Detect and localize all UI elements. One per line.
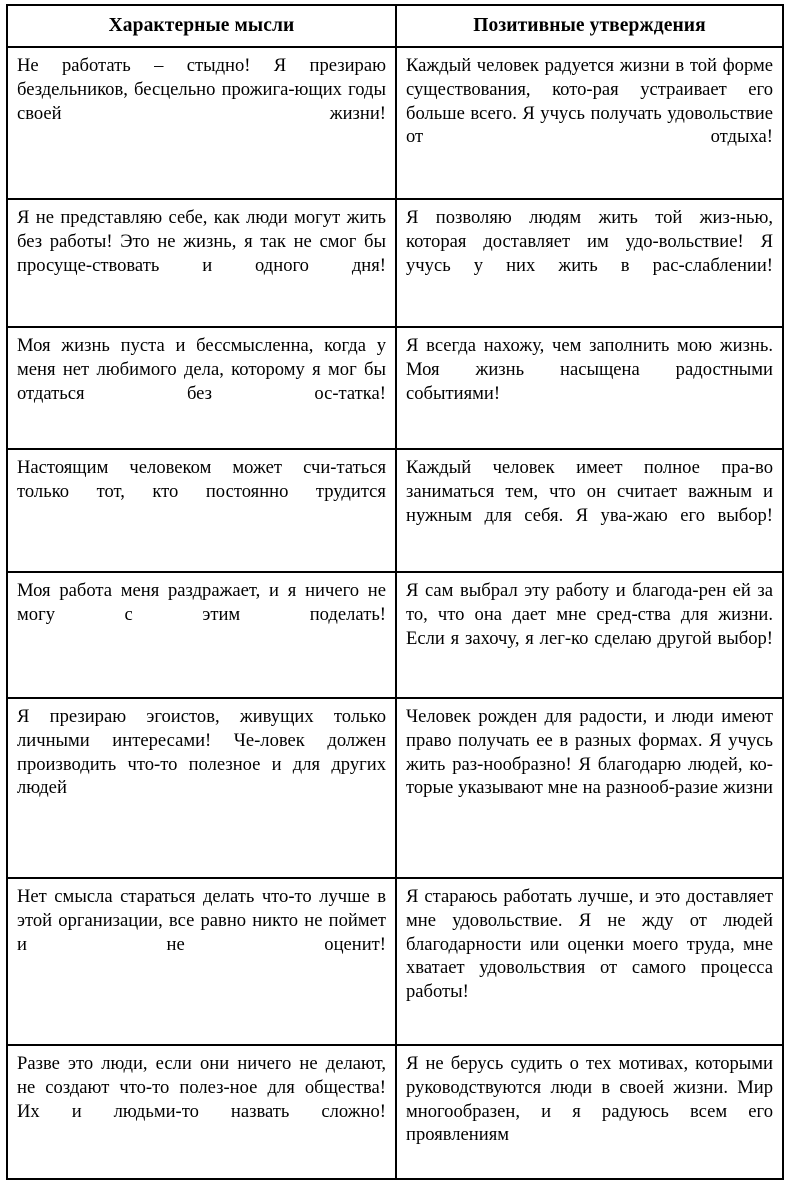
cell-affirmation	[396, 199, 783, 327]
cell-affirmation	[396, 47, 783, 199]
table-row	[7, 327, 783, 449]
cell-thought	[7, 327, 396, 449]
thought-text: Моя жизнь пуста и бессмысленна, когда у меня нет любимого дела, которому я мог бы отдаться без ос-татка!	[17, 335, 386, 404]
table-row	[7, 698, 783, 878]
table-row	[7, 878, 783, 1045]
table-row	[7, 449, 783, 572]
cell-affirmation	[396, 698, 783, 878]
table-row	[7, 1045, 783, 1179]
table-row	[7, 47, 783, 199]
cell-thought	[7, 199, 396, 327]
table-body	[7, 47, 783, 1179]
thought-text: Не работать – стыдно! Я презираю бездельников, бесцельно прожига-ющих годы своей жизни!	[17, 55, 386, 124]
affirmation-text: Я сам выбрал эту работу и благода-рен ей за то, что она дает мне сред-ства для жизни. Если я захочу, я лег-ко сделаю другой выбор!	[406, 580, 773, 649]
column-header-affirmations: Позитивные утверждения	[396, 5, 783, 47]
cell-thought	[7, 1045, 396, 1179]
cell-affirmation	[396, 1045, 783, 1179]
thought-text: Настоящим человеком может счи-таться только тот, кто постоянно трудится	[17, 457, 386, 503]
column-header-thoughts: Характерные мысли	[7, 5, 396, 47]
affirmation-table	[6, 4, 784, 1180]
cell-thought	[7, 572, 396, 698]
cell-thought	[7, 698, 396, 878]
table-header	[7, 5, 783, 47]
thought-text: Нет смысла стараться делать что-то лучше в этой организации, все равно никто не поймет и не оценит!	[17, 886, 386, 955]
affirmation-text: Каждый человек имеет полное пра-во заниматься тем, что он считает важным и нужным для себя. Я ува-жаю его выбор!	[406, 457, 773, 526]
affirmation-text: Я всегда нахожу, чем заполнить мою жизнь. Моя жизнь насыщена радостными событиями!	[406, 335, 773, 404]
affirmation-text: Человек рожден для радости, и люди имеют право получать ее в разных формах. Я учусь жить раз-нообразно! Я благодарю людей, ко-торые указывают мне на разнооб-разие жизни	[406, 706, 773, 799]
affirmation-text: Каждый человек радуется жизни в той форме существования, кото-рая устраивает его больше всего. Я учусь получать удовольствие от отдыха!	[406, 55, 773, 148]
affirmation-text: Я не берусь судить о тех мотивах, которыми руководствуются люди в своей жизни. Мир многообразен, и я радуюсь всем его проявлениям	[406, 1053, 773, 1146]
cell-thought	[7, 878, 396, 1045]
thought-text: Я не представляю себе, как люди могут жить без работы! Это не жизнь, я так не смог бы просуще-ствовать и одного дня!	[17, 207, 386, 276]
table-row	[7, 572, 783, 698]
affirmation-text: Я позволяю людям жить той жиз-нью, которая доставляет им удо-вольствие! Я учусь у них жить в рас-слаблении!	[406, 207, 773, 276]
thought-text: Разве это люди, если они ничего не делают, не создают что-то полез-ное для общества! Их и людьми-то назвать сложно!	[17, 1053, 386, 1122]
table-row	[7, 199, 783, 327]
cell-affirmation	[396, 327, 783, 449]
thought-text: Моя работа меня раздражает, и я ничего не могу с этим поделать!	[17, 580, 386, 626]
cell-thought	[7, 449, 396, 572]
table-header-row	[7, 5, 783, 47]
cell-affirmation	[396, 449, 783, 572]
cell-affirmation	[396, 572, 783, 698]
affirmation-text: Я стараюсь работать лучше, и это доставляет мне удовольствие. Я не жду от людей благодарности или оценки моего труда, мне хватает удовольствия от самого процесса работы!	[406, 886, 773, 1002]
cell-thought	[7, 47, 396, 199]
thought-text: Я презираю эгоистов, живущих только личными интересами! Че-ловек должен производить что-то полезное и для других людей	[17, 706, 386, 799]
cell-affirmation	[396, 878, 783, 1045]
